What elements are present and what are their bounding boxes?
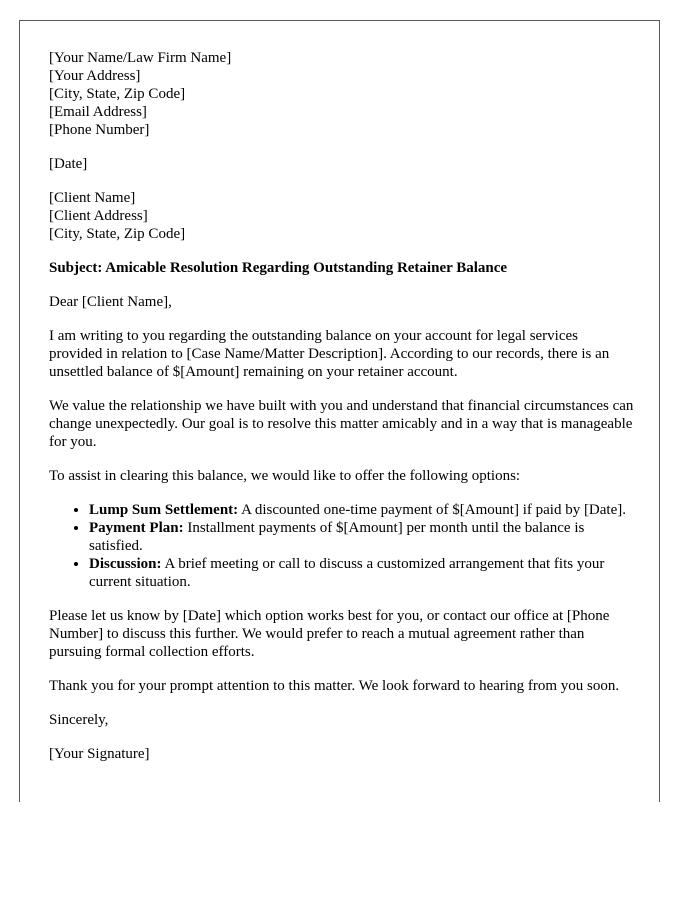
recipient-address: [Client Address]	[49, 208, 148, 224]
signoff: Sincerely,	[49, 712, 109, 728]
sender-address: [Your Address]	[49, 68, 141, 84]
option-item	[89, 555, 634, 591]
closing-paragraph: Thank you for your prompt attention to this matter. We look forward to hearing from you soon.	[49, 678, 620, 694]
sender-name: [Your Name/Law Firm Name]	[49, 50, 232, 66]
subject-line: Subject: Amicable Resolution Regarding Outstanding Retainer Balance	[49, 260, 508, 276]
option-text: A brief meeting or call to discuss a customized arrangement that fits your current situation.	[89, 556, 605, 590]
option-label: Lump Sum Settlement:	[89, 502, 239, 518]
option-item	[89, 501, 634, 519]
option-label: Discussion:	[89, 556, 162, 572]
option-text: A discounted one-time payment of $[Amount] if paid by [Date].	[238, 502, 626, 518]
recipient-city-state-zip: [City, State, Zip Code]	[49, 226, 186, 242]
option-text: Installment payments of $[Amount] per month until the balance is satisfied.	[89, 520, 585, 554]
options-list	[49, 501, 634, 591]
body-paragraph: To assist in clearing this balance, we would like to offer the following options:	[49, 468, 521, 484]
salutation: Dear [Client Name],	[49, 294, 172, 310]
letter-content	[49, 49, 634, 763]
sender-phone: [Phone Number]	[49, 122, 150, 138]
letter-date: [Date]	[49, 156, 88, 172]
option-label: Payment Plan:	[89, 520, 184, 536]
body-paragraph: We value the relationship we have built with you and understand that financial circumstances can change unexpectedly. Our goal is to resolve this matter amicably and in a way that is manageable for you.	[49, 398, 634, 450]
sender-block	[49, 49, 634, 139]
letter-page	[19, 20, 660, 802]
option-item	[89, 519, 634, 555]
sender-email: [Email Address]	[49, 104, 147, 120]
body-paragraph: I am writing to you regarding the outstanding balance on your account for legal services provided in relation to [Case Name/Matter Description]. According to our records, there is an unsettled balance of $[Amount] remaining on your retainer account.	[49, 328, 610, 380]
recipient-name: [Client Name]	[49, 190, 136, 206]
sender-city-state-zip: [City, State, Zip Code]	[49, 86, 186, 102]
closing-paragraph: Please let us know by [Date] which option works best for you, or contact our office at [Phone Number] to discuss this further. We would prefer to reach a mutual agreement rather than pursuing formal collection efforts.	[49, 608, 610, 660]
recipient-block	[49, 189, 634, 243]
signature: [Your Signature]	[49, 746, 150, 762]
